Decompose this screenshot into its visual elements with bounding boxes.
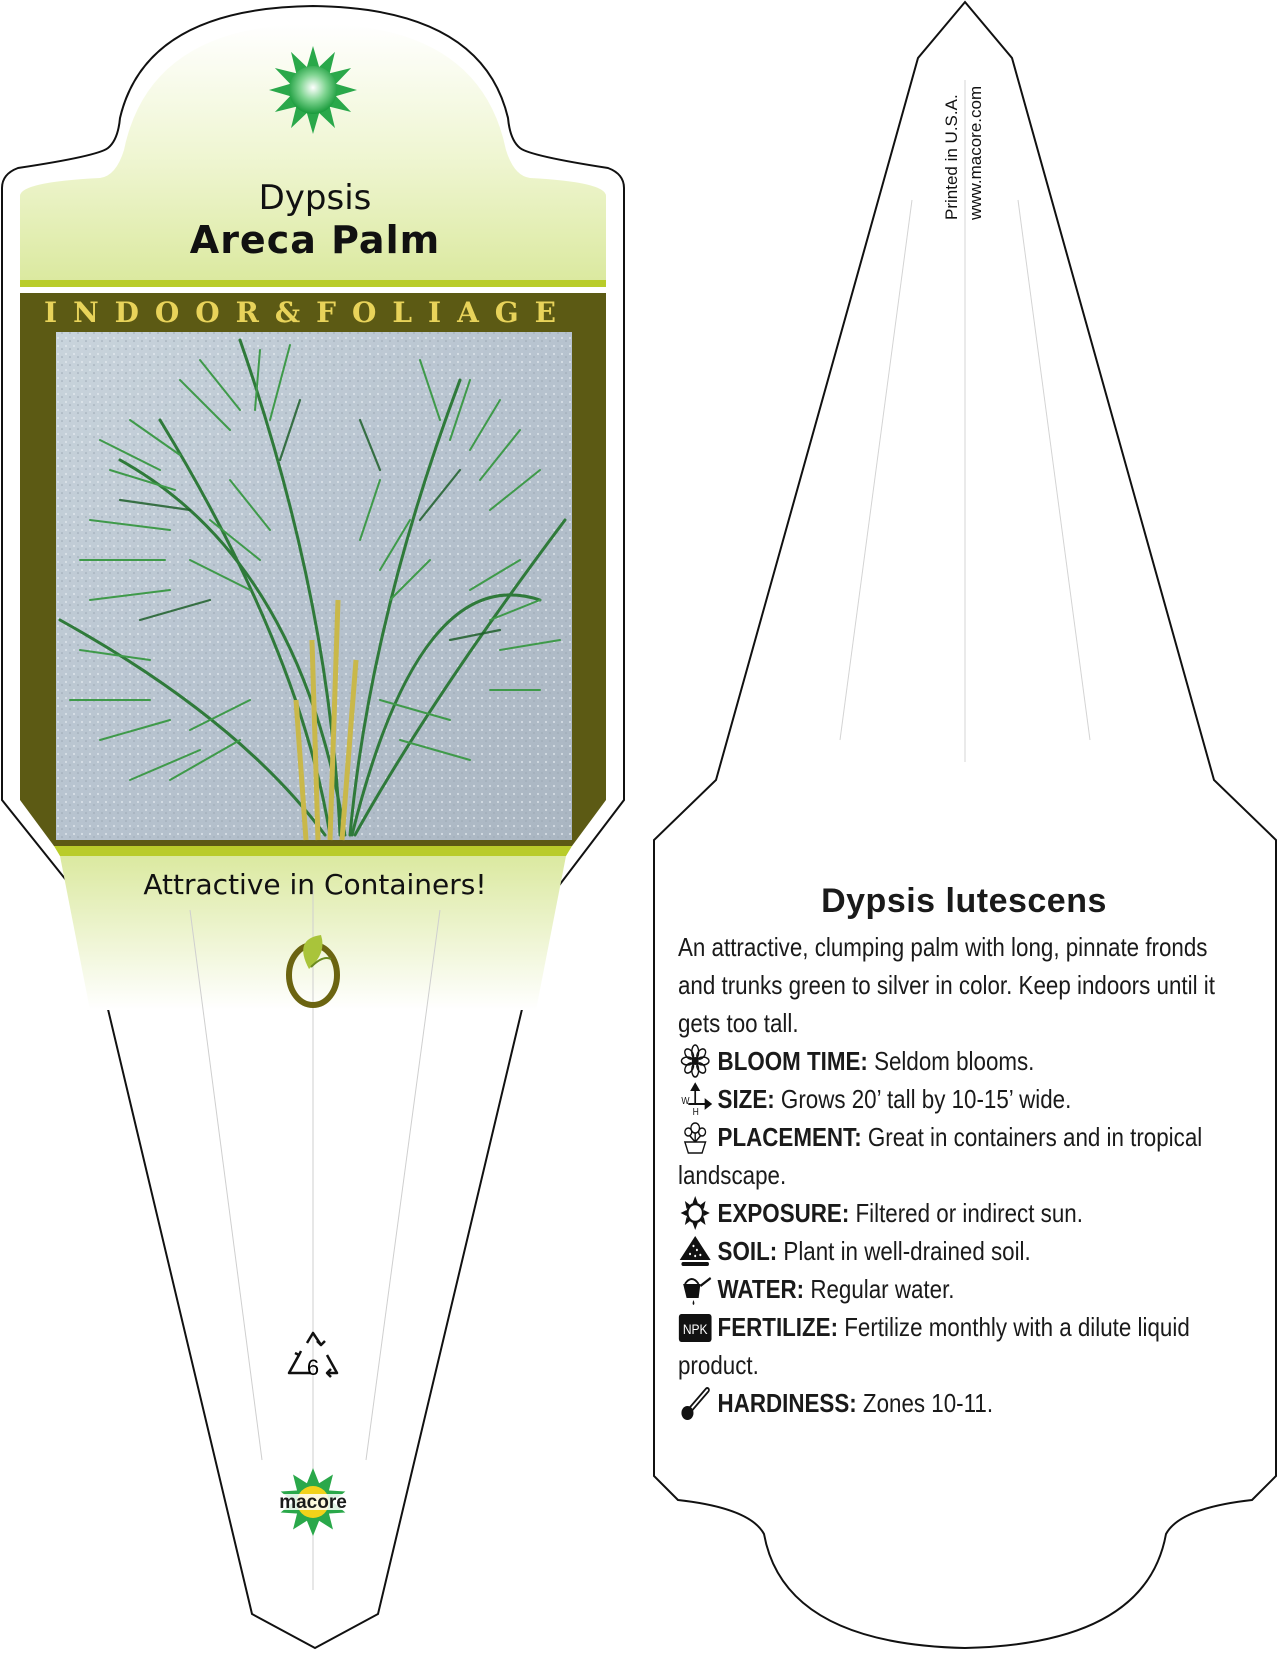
website: www.macore.com bbox=[966, 85, 985, 220]
category-letter: A bbox=[457, 296, 479, 329]
attr-hardiness bbox=[678, 1384, 1249, 1422]
attr-value: Filtered or indirect sun. bbox=[855, 1198, 1083, 1228]
recycle-number: 6 bbox=[306, 1355, 320, 1380]
flower-pot-icon bbox=[678, 1120, 712, 1154]
category-letter: E bbox=[534, 296, 556, 329]
attr-value: Seldom blooms. bbox=[874, 1046, 1035, 1076]
attr-placement bbox=[678, 1118, 1249, 1194]
attr-label: EXPOSURE: bbox=[717, 1198, 850, 1228]
watering-can-icon bbox=[678, 1272, 712, 1306]
thermometer-icon bbox=[678, 1386, 712, 1420]
attr-label: FERTILIZE: bbox=[717, 1312, 839, 1342]
category-letter: L bbox=[392, 296, 413, 329]
size-h-label: H bbox=[692, 1106, 699, 1116]
attr-label: BLOOM TIME: bbox=[717, 1046, 868, 1076]
category-letter: G bbox=[494, 296, 519, 329]
attr-value: Regular water. bbox=[810, 1274, 955, 1304]
attr-exposure bbox=[678, 1194, 1249, 1232]
attr-value: Great in containers and in tropical landscape. bbox=[678, 1122, 1203, 1190]
category-letter: O bbox=[195, 296, 220, 329]
category-letter: & bbox=[274, 296, 301, 329]
category-letter: I bbox=[44, 296, 58, 329]
sun-icon bbox=[678, 1196, 712, 1230]
category-letter: D bbox=[114, 296, 139, 329]
care-info bbox=[678, 878, 1250, 1422]
genus-name: Dypsis bbox=[258, 178, 372, 218]
soil-pile-icon bbox=[678, 1234, 712, 1268]
attr-value: Fertilize monthly with a dilute liquid product. bbox=[678, 1312, 1190, 1380]
category-letter: O bbox=[154, 296, 180, 329]
npk-label: NPK bbox=[682, 1321, 708, 1338]
palm-photo bbox=[56, 332, 572, 840]
attr-label: SOIL: bbox=[717, 1236, 778, 1266]
attr-value: Grows 20’ tall by 10-15’ wide. bbox=[780, 1084, 1072, 1114]
footer-lime-rule bbox=[54, 846, 572, 856]
attr-label: WATER: bbox=[717, 1274, 805, 1304]
attr-label: PLACEMENT: bbox=[717, 1122, 862, 1152]
category-letter: N bbox=[73, 296, 99, 329]
description: An attractive, clumping palm with long, pinnate fronds and trunks green to silver in color. Keep indoors until it gets too tall. bbox=[678, 932, 1215, 1038]
common-name: Areca Palm bbox=[189, 218, 441, 262]
attr-label: SIZE: bbox=[717, 1084, 775, 1114]
category-banner bbox=[20, 296, 580, 330]
category-letter: F bbox=[316, 296, 336, 329]
attr-label: HARDINESS: bbox=[717, 1388, 857, 1418]
print-info bbox=[940, 50, 1000, 220]
category-letter: O bbox=[351, 296, 377, 329]
slogan: Attractive in Containers! bbox=[143, 868, 487, 901]
printed-in: Printed in U.S.A. bbox=[942, 94, 961, 220]
attr-water bbox=[678, 1270, 1249, 1308]
flower-icon bbox=[678, 1044, 712, 1078]
header-lime-rule bbox=[20, 280, 606, 287]
brand-name: macore bbox=[279, 1492, 347, 1513]
attr-value: Plant in well-drained soil. bbox=[783, 1236, 1031, 1266]
attr-fertilize bbox=[678, 1308, 1249, 1384]
plant-name-block bbox=[20, 178, 610, 262]
size-arrows-icon bbox=[678, 1082, 712, 1116]
attr-value: Zones 10-11. bbox=[862, 1388, 994, 1418]
size-w-label: W bbox=[681, 1095, 690, 1107]
attr-size bbox=[678, 1080, 1249, 1118]
botanical-name: Dypsis lutescens bbox=[821, 882, 1107, 920]
category-letter: R bbox=[235, 296, 259, 329]
category-letter: I bbox=[427, 296, 442, 329]
npk-icon bbox=[678, 1310, 712, 1344]
attr-bloom-time bbox=[678, 1042, 1249, 1080]
attr-soil bbox=[678, 1232, 1249, 1270]
